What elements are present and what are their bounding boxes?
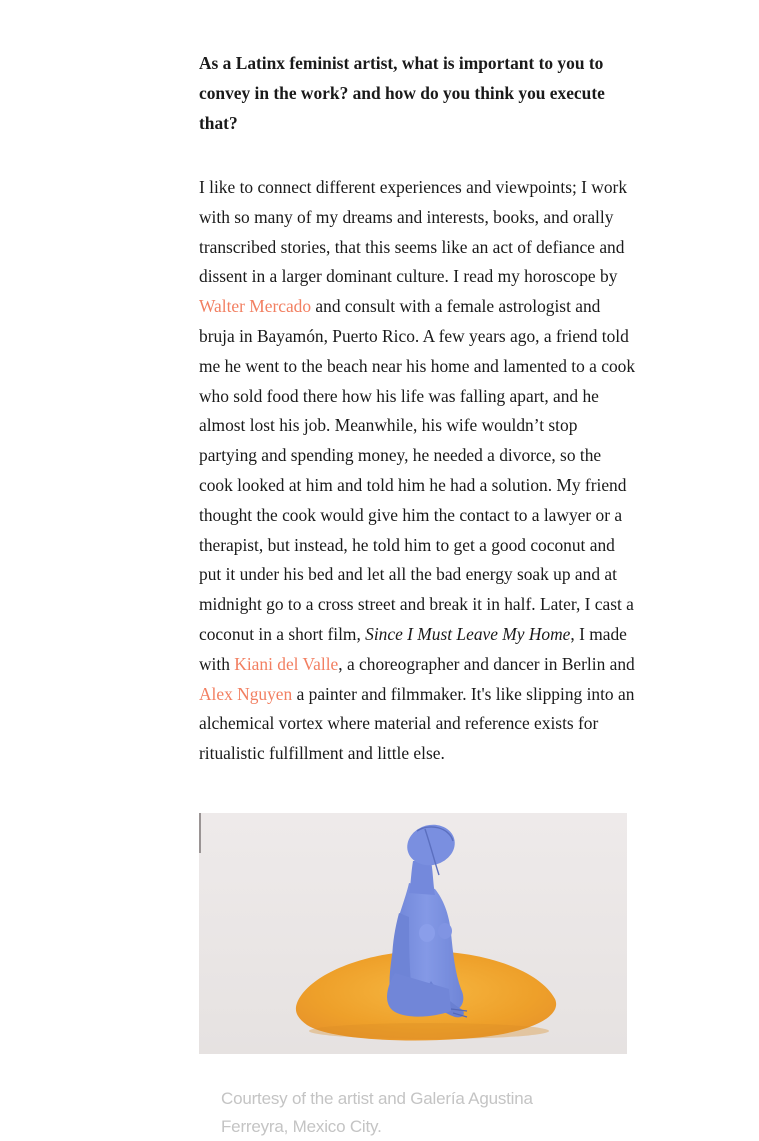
kiani-del-valle-link[interactable]: Kiani del Valle <box>234 653 339 674</box>
photo-caption: Courtesy of the artist and Galería Agustina Ferreyra, Mexico City. <box>221 1089 533 1136</box>
artwork-photo <box>199 813 627 1054</box>
answer-text: and consult with a female astrologist and bruja in Bayamón, Puerto Rico. A few years ago, a friend told me he went to the beach near his home and lamented to a cook who sold food there how his life was falling apart, and he almost lost his job. Meanwhile, his wife wouldn’t stop partying and spending money, he needed a divorce, so the cook looked at him and told him he had a solution. My friend thought the cook would give him the contact to a lawyer or a therapist, but instead, he told him to get a good coconut and put it under his bed and let all the bad energy soak up and at midnight go to a cross street and break it in half. Later, I cast a coconut in a short film, <box>199 296 636 644</box>
interview-question: As a Latinx feminist artist, what is important to you to convey in the work? and how do you think you execute that? <box>199 53 605 133</box>
answer-text: a painter and filmmaker. It's like slipping into an alchemical vortex where material and reference exists for ritualistic fulfillment and little else. <box>199 683 635 764</box>
article-body <box>199 0 639 769</box>
answer-text: , I made with <box>199 623 627 674</box>
answer-text: , a choreographer and dancer in Berlin and <box>338 653 635 674</box>
interview-answer <box>199 173 639 769</box>
alex-nguyen-link[interactable]: Alex Nguyen <box>199 683 293 704</box>
answer-text: I like to connect different experiences and viewpoints; I work with so many of my dreams and interests, books, and orally transcribed stories, that this seems like an act of defiance and dissent in a larger dominant culture. I read my horoscope by <box>199 177 628 287</box>
walter-mercado-link[interactable]: Walter Mercado <box>199 296 312 317</box>
film-title: Since I Must Leave My Home <box>365 623 571 644</box>
